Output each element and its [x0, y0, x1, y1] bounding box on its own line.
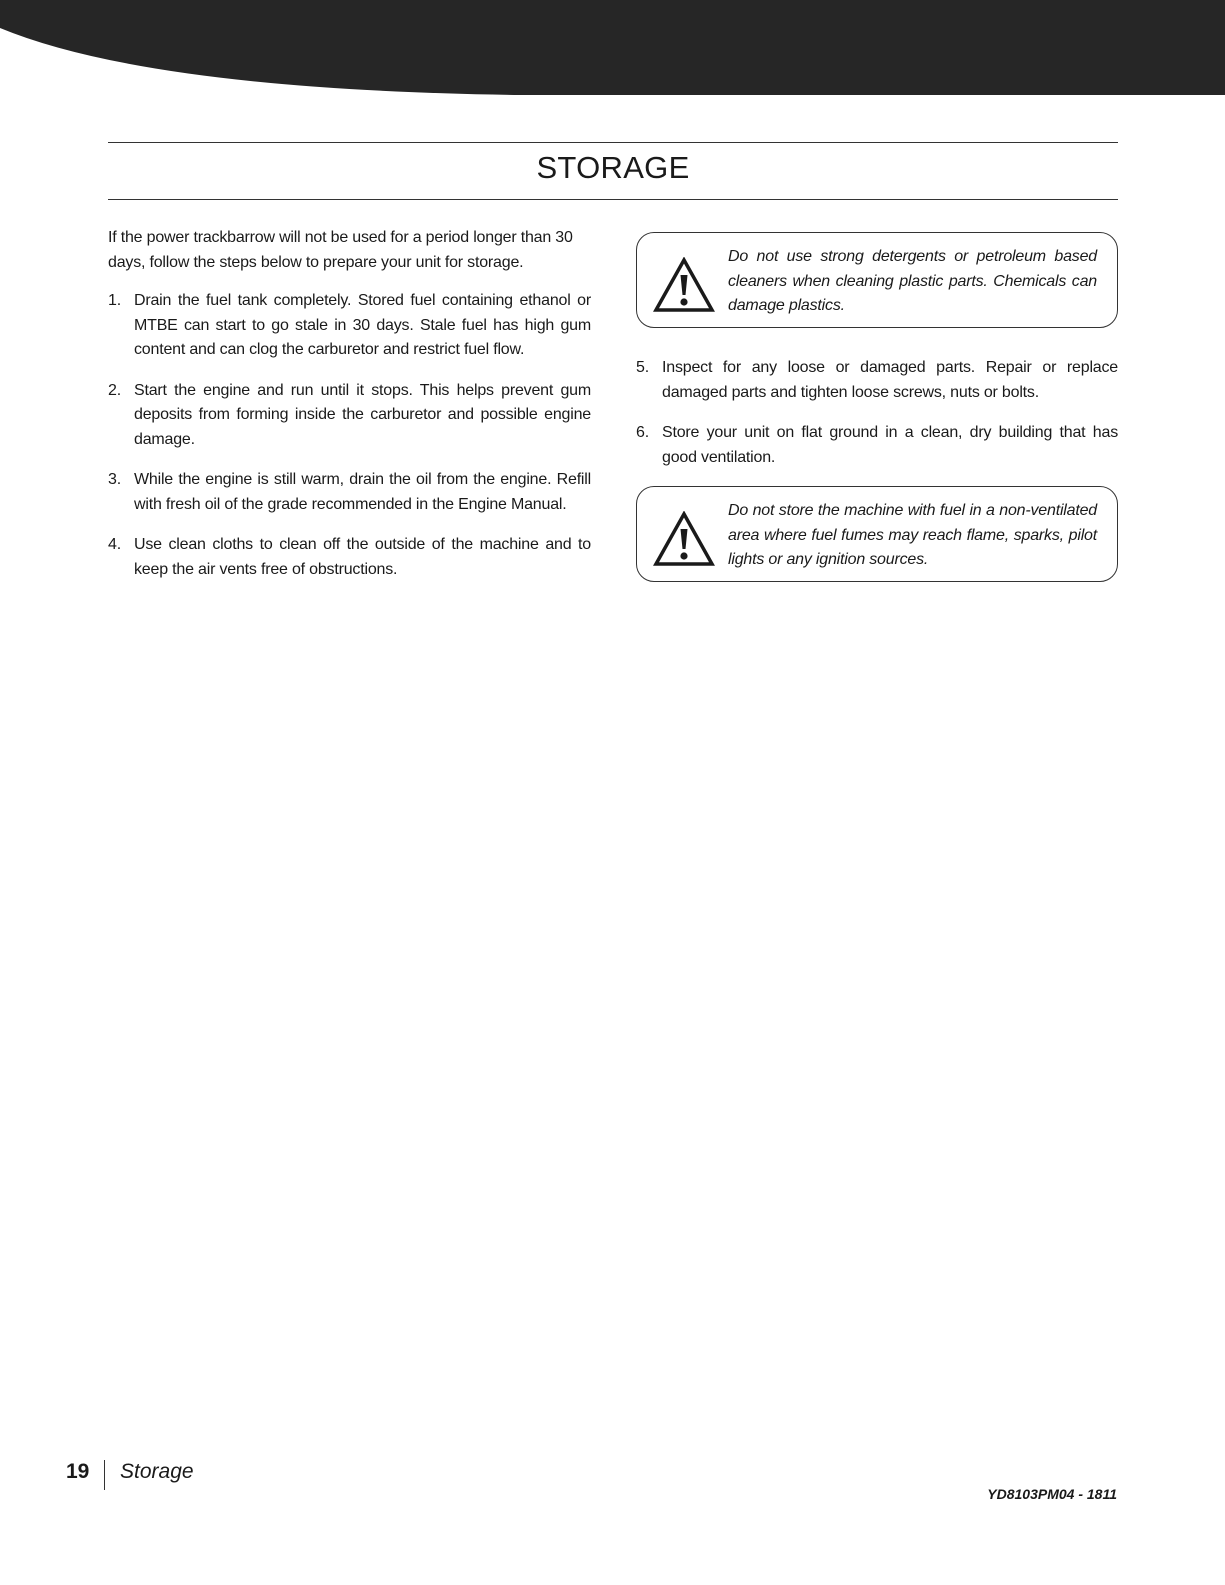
step-number: 3.: [108, 471, 121, 488]
list-item: [636, 356, 1118, 405]
list-item: [108, 533, 591, 582]
storage-steps-list: [108, 289, 591, 582]
title-rule-top: [108, 142, 1118, 143]
title-rule-bottom: [108, 199, 1118, 200]
warning-box-fuel-storage: [636, 486, 1118, 582]
step-text: Start the engine and run until it stops. This helps prevent gum deposits from forming inside the carburetor and possible engine damage.: [134, 381, 591, 448]
step-number: 1.: [108, 292, 121, 309]
footer-section-name: Storage: [120, 1460, 194, 1483]
list-item: [108, 289, 591, 363]
storage-steps-list-continued: [636, 356, 1118, 470]
footer-document-code: YD8103PM04 - 1811: [987, 1486, 1117, 1502]
step-number: 6.: [636, 424, 649, 441]
step-text: Use clean cloths to clean off the outside of the machine and to keep the air vents free of obstructions.: [134, 536, 591, 578]
list-item: [108, 379, 591, 453]
warning-box-detergents: [636, 232, 1118, 328]
warning-text: Do not use strong detergents or petroleum based cleaners when cleaning plastic parts. Chemicals can damage plastics.: [728, 248, 1097, 314]
list-item: [636, 421, 1118, 470]
step-number: 4.: [108, 536, 121, 553]
step-text: Drain the fuel tank completely. Stored fuel containing ethanol or MTBE can start to go stale in 30 days. Stale fuel has high gum content and can clog the carburetor and restrict fuel flow.: [134, 292, 591, 358]
step-number: 5.: [636, 359, 649, 376]
header-band: [0, 0, 1225, 100]
footer-divider: [104, 1460, 105, 1490]
step-number: 2.: [108, 381, 121, 399]
warning-triangle-icon: [653, 257, 715, 313]
warning-triangle-icon: [653, 511, 715, 567]
right-column: [636, 232, 1118, 582]
left-column: [108, 226, 591, 598]
footer-page-number: 19: [66, 1460, 90, 1483]
intro-paragraph: If the power trackbarrow will not be used for a period longer than 30 days, follow the steps below to prepare your unit for storage.: [108, 229, 573, 271]
warning-text: Do not store the machine with fuel in a non-ventilated area where fuel fumes may reach flame, sparks, pilot lights or any ignition sources.: [728, 502, 1097, 568]
list-item: [108, 468, 591, 517]
step-text: Store your unit on flat ground in a clean, dry building that has good ventilation.: [662, 424, 1118, 466]
step-text: While the engine is still warm, drain the oil from the engine. Refill with fresh oil of the grade recommended in the Engine Manual.: [134, 471, 591, 513]
page-title: STORAGE: [536, 150, 690, 185]
step-text: Inspect for any loose or damaged parts. Repair or replace damaged parts and tighten loose screws, nuts or bolts.: [662, 359, 1118, 401]
